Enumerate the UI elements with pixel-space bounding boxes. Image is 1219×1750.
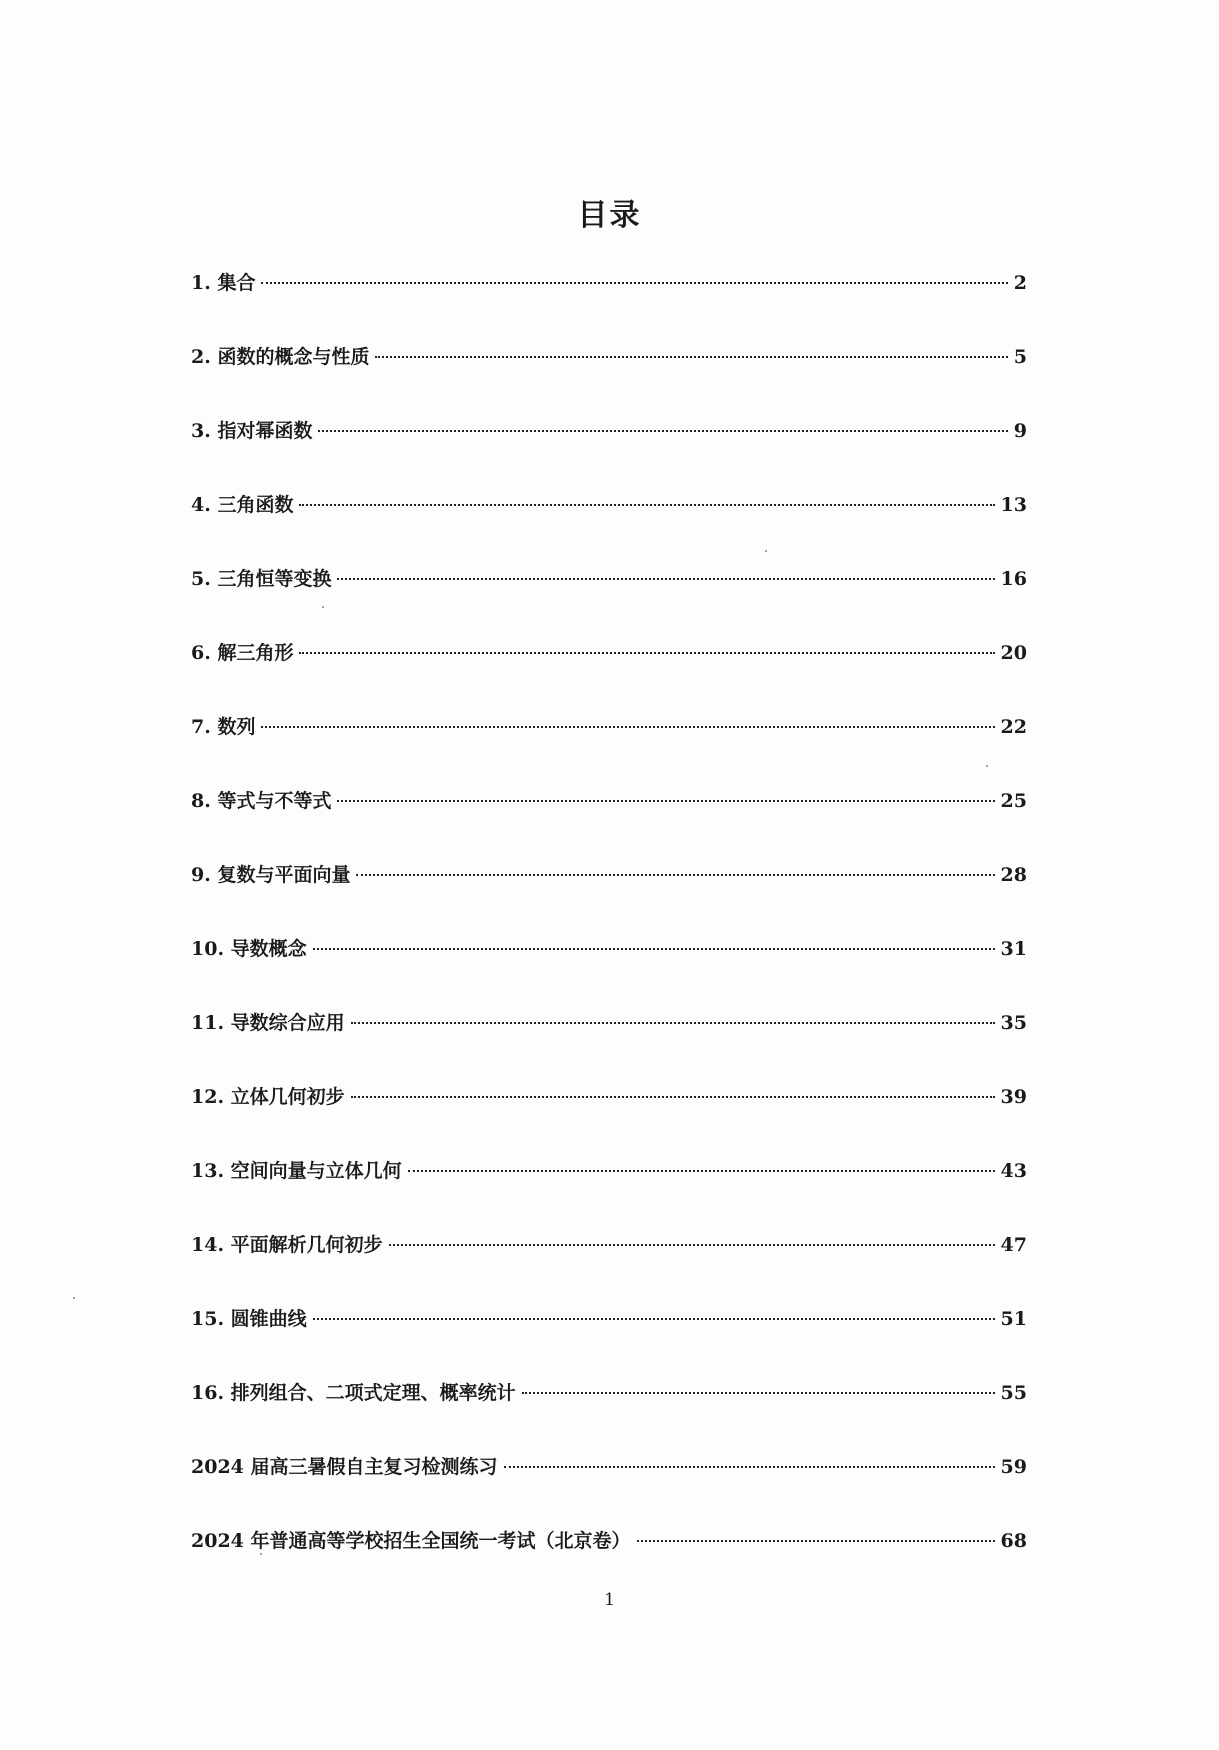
dot-leader	[313, 1318, 995, 1320]
dot-leader	[299, 504, 994, 506]
toc-entry-label: 8. 等式与不等式	[191, 790, 332, 812]
toc-entry-page: 35	[1000, 1012, 1027, 1034]
toc-entry-label: 13. 空间向量与立体几何	[191, 1160, 402, 1182]
toc-entry-label: 14. 平面解析几何初步	[191, 1234, 383, 1256]
toc-entry-page: 20	[1000, 642, 1027, 664]
toc-entry[interactable]	[191, 342, 1027, 416]
dot-leader	[351, 1096, 995, 1098]
toc-entry[interactable]	[191, 786, 1027, 860]
scan-speck	[322, 606, 324, 608]
dot-leader	[337, 800, 994, 802]
toc-entry[interactable]	[191, 564, 1027, 638]
toc-entry-label: 6. 解三角形	[191, 642, 294, 664]
dot-leader	[313, 948, 995, 950]
toc-entry[interactable]	[191, 1008, 1027, 1082]
toc-entry[interactable]	[191, 1452, 1027, 1526]
toc-entry-page: 47	[1000, 1234, 1027, 1256]
toc-entry-page: 59	[1000, 1456, 1027, 1478]
toc-entry-label: 11. 导数综合应用	[191, 1012, 345, 1034]
toc-entry[interactable]	[191, 712, 1027, 786]
toc-entry[interactable]	[191, 638, 1027, 712]
toc-entry[interactable]	[191, 934, 1027, 1008]
toc-entry-label: 2024 届高三暑假自主复习检测练习	[191, 1456, 498, 1478]
toc-entry[interactable]	[191, 1156, 1027, 1230]
scan-speck	[260, 1553, 262, 1555]
toc-entry-page: 5	[1013, 346, 1027, 368]
toc-entry-page: 55	[1000, 1382, 1027, 1404]
scan-speck	[73, 1297, 75, 1299]
toc-entry-label: 7. 数列	[191, 716, 256, 738]
dot-leader	[299, 652, 994, 654]
toc-entry-page: 43	[1000, 1160, 1027, 1182]
dot-leader	[637, 1540, 995, 1542]
toc-entry-page: 9	[1013, 420, 1027, 442]
toc-entry-label: 5. 三角恒等变换	[191, 568, 332, 590]
dot-leader	[356, 874, 994, 876]
toc-entry-label: 1. 集合	[191, 272, 256, 294]
dot-leader	[375, 356, 1007, 358]
scan-speck	[986, 765, 988, 767]
dot-leader	[337, 578, 994, 580]
toc-entry[interactable]	[191, 860, 1027, 934]
dot-leader	[261, 282, 1007, 284]
dot-leader	[389, 1244, 995, 1246]
toc-entry-page: 39	[1000, 1086, 1027, 1108]
toc-entry-label: 3. 指对幂函数	[191, 420, 313, 442]
toc-entry-page: 2	[1013, 272, 1027, 294]
dot-leader	[318, 430, 1007, 432]
toc-entry-label: 16. 排列组合、二项式定理、概率统计	[191, 1382, 516, 1404]
toc-entry[interactable]	[191, 1230, 1027, 1304]
toc-entry[interactable]	[191, 1378, 1027, 1452]
dot-leader	[408, 1170, 995, 1172]
toc-entry[interactable]	[191, 268, 1027, 342]
toc-entry-label: 12. 立体几何初步	[191, 1086, 345, 1108]
toc-entry-label: 4. 三角函数	[191, 494, 294, 516]
toc-entry[interactable]	[191, 1304, 1027, 1378]
dot-leader	[504, 1466, 995, 1468]
dot-leader	[261, 726, 994, 728]
toc-entry-label: 10. 导数概念	[191, 938, 307, 960]
toc-list	[191, 268, 1027, 1600]
toc-entry-label: 2024 年普通高等学校招生全国统一考试（北京卷）	[191, 1530, 631, 1552]
scan-speck	[765, 550, 767, 552]
toc-title: 目录	[577, 198, 642, 233]
dot-leader	[522, 1392, 995, 1394]
toc-entry-page: 68	[1000, 1530, 1027, 1552]
page-number: 1	[604, 1590, 615, 1610]
dot-leader	[351, 1022, 995, 1024]
toc-entry-label: 9. 复数与平面向量	[191, 864, 351, 886]
toc-entry-page: 13	[1000, 494, 1027, 516]
toc-entry-page: 28	[1000, 864, 1027, 886]
toc-entry-label: 15. 圆锥曲线	[191, 1308, 307, 1330]
toc-entry-page: 25	[1000, 790, 1027, 812]
toc-entry[interactable]	[191, 490, 1027, 564]
toc-entry-page: 51	[1000, 1308, 1027, 1330]
toc-entry[interactable]	[191, 1082, 1027, 1156]
toc-entry-page: 22	[1000, 716, 1027, 738]
toc-entry[interactable]	[191, 416, 1027, 490]
toc-entry-page: 31	[1000, 938, 1027, 960]
toc-entry-page: 16	[1000, 568, 1027, 590]
toc-entry-label: 2. 函数的概念与性质	[191, 346, 370, 368]
